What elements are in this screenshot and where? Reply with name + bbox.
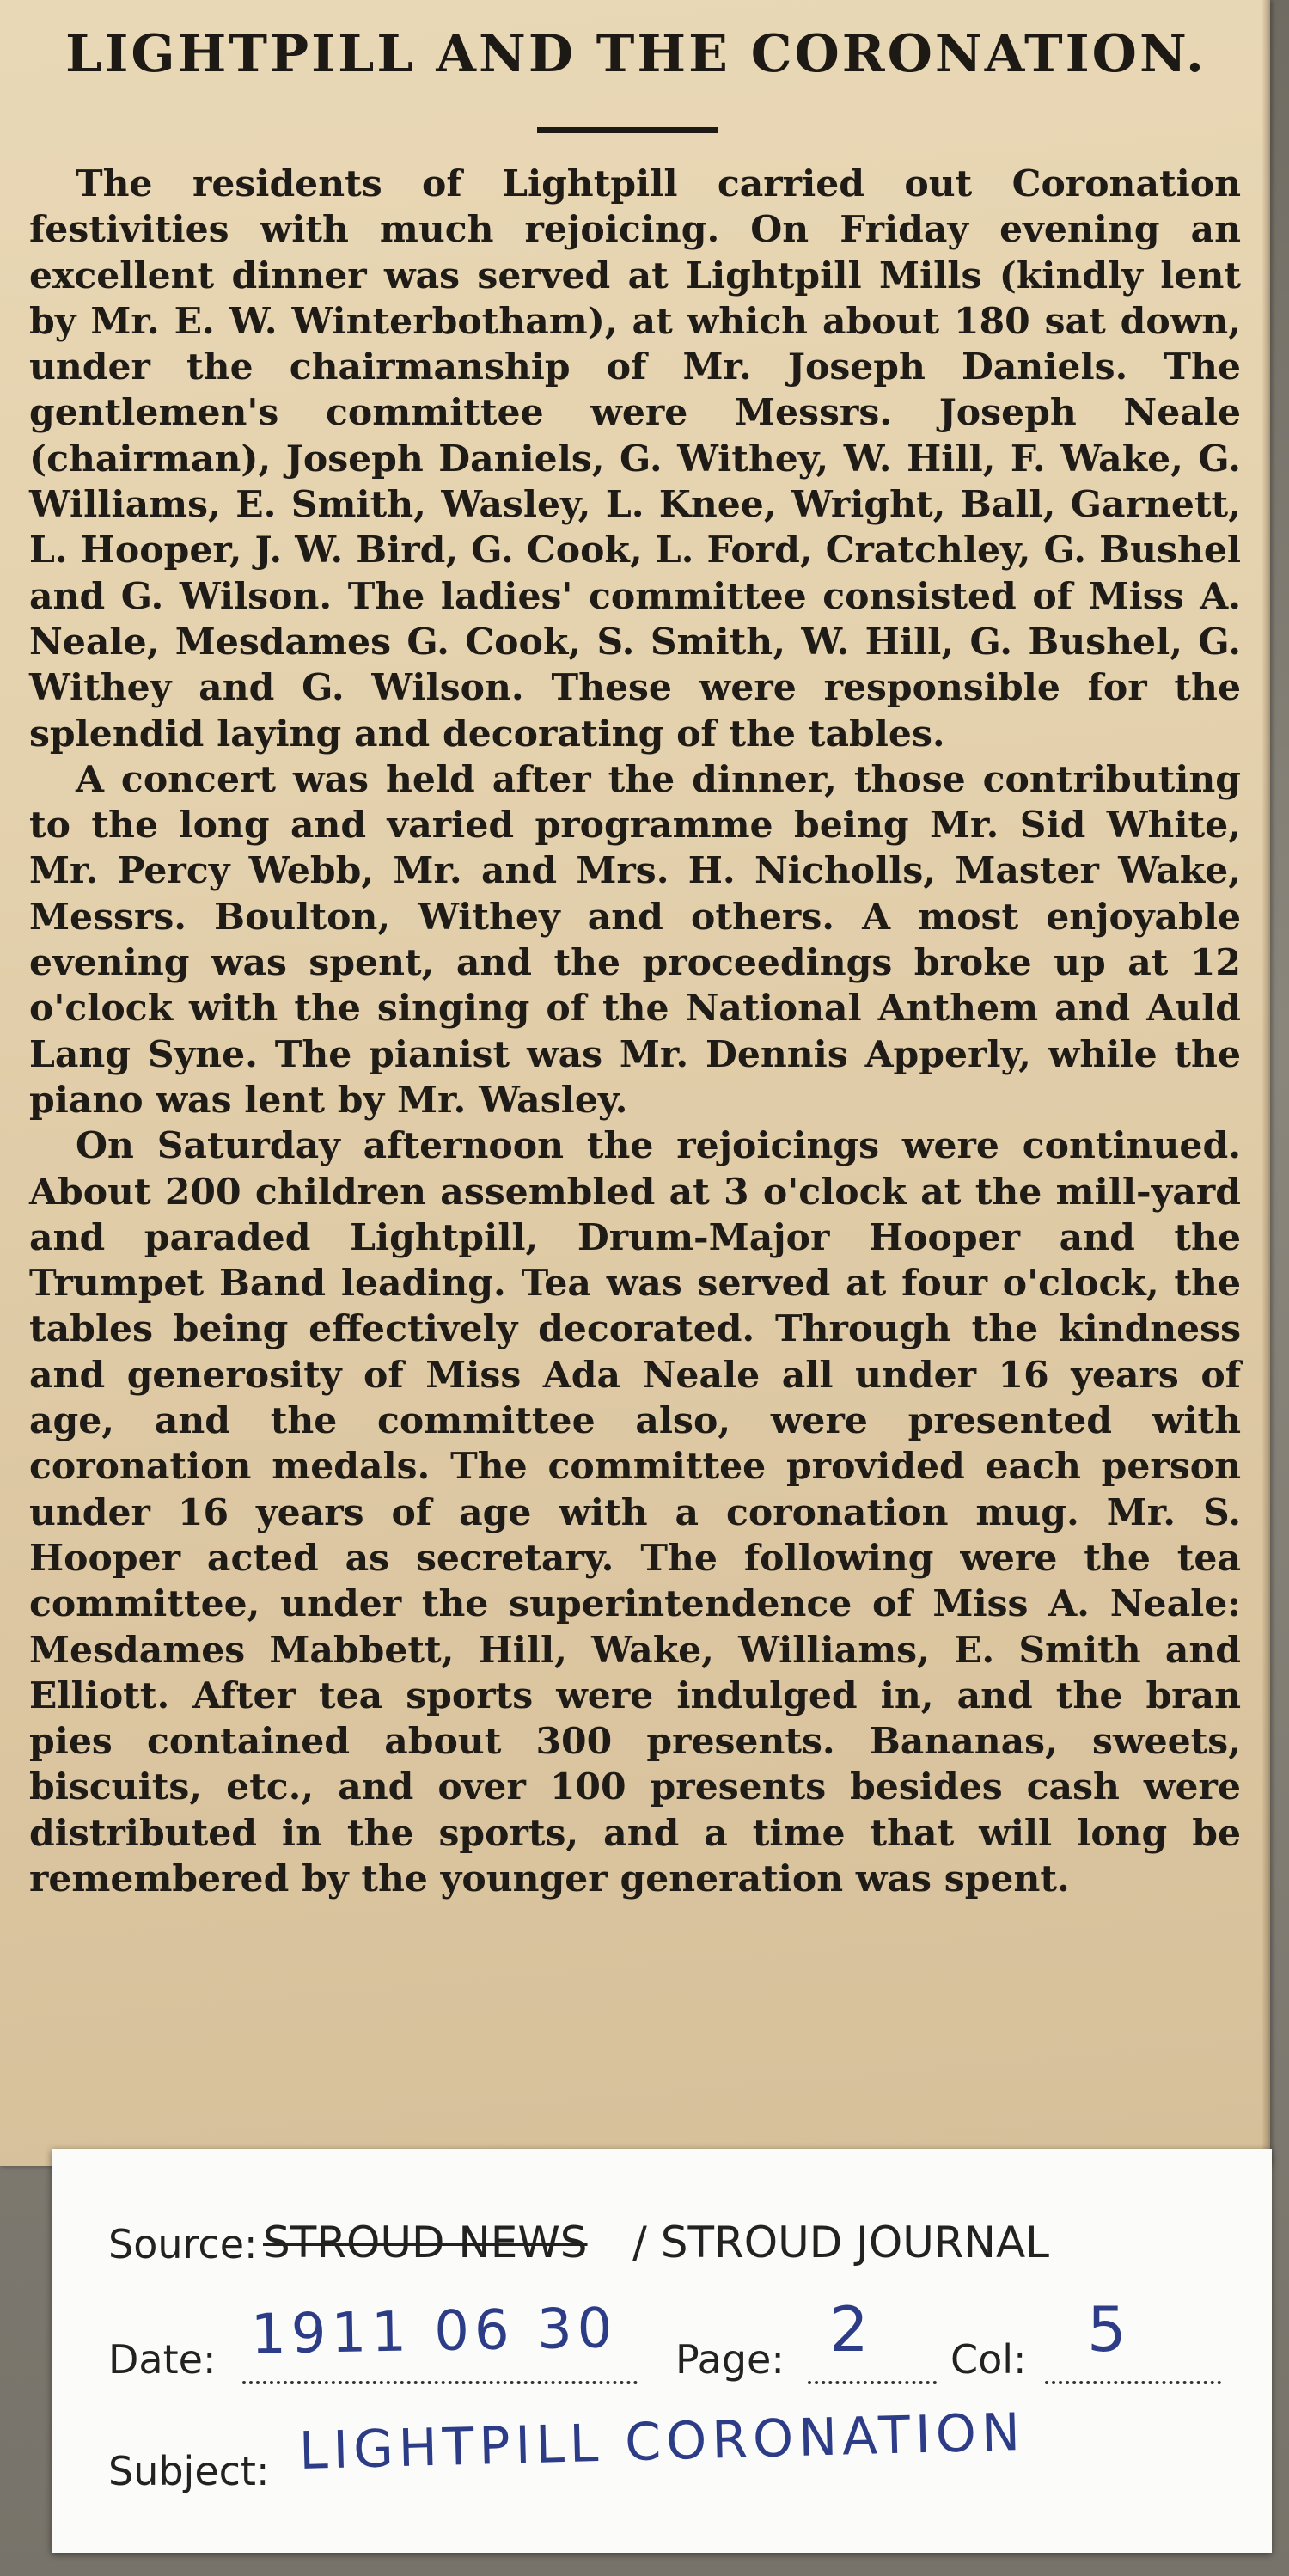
headline-rule (537, 127, 718, 133)
article-paragraph: A concert was held after the dinner, those contributing to the long and varied programme being Mr. Sid White, Mr. Percy Webb, Mr. and Mrs. H. Nicholls, Master Wake, Messrs. Boulton, Withey and others. A most enjoyable evening was spent, and the proceedings broke up at 12 o'clock with the singing of the National Anthem and Auld Lang Syne. The pianist was Mr. Dennis Apperly, while the piano was lent by Mr. Wasley. (29, 757, 1241, 1122)
date-handwritten: 1911 06 30 (250, 2297, 619, 2367)
archive-label-card (52, 2149, 1272, 2553)
col-label: Col: (950, 2336, 1027, 2383)
source-label: Source: (108, 2221, 258, 2267)
col-dotted-line (1045, 2381, 1221, 2384)
subject-label: Subject: (108, 2448, 270, 2494)
article-paragraph: On Saturday afternoon the rejoicings were continued. About 200 children assembled at 3 o'clock at the mill-yard and paraded Lightpill, Drum-Major Hooper and the Trumpet Band leading. Tea was served at four o'clock, the tables being effectively decorated. Through the kindness and generosity of Miss Ada Neale all under 16 years of age, and the committee also, were presented with coronation medals. The committee provided each person under 16 years of age with a coronation mug. Mr. S. Hooper acted as secretary. The following were the tea committee, under the superintendence of Miss A. Neale: Mesdames Mabbett, Hill, Wake, Williams, E. Smith and Elliott. After tea sports were indulged in, and the bran pies contained about 300 presents. Bananas, sweets, biscuits, etc., and over 100 presents besides cash were distributed in the sports, and a time that will long be remembered by the younger generation was spent. (29, 1124, 1241, 1900)
page-dotted-line (808, 2381, 937, 2384)
article-headline: LIGHTPILL AND THE CORONATION. (65, 24, 1207, 84)
source-crossed-out: STROUD NEWS (263, 2218, 588, 2267)
clipping-shadow-edge (1262, 0, 1270, 2166)
date-label: Date: (108, 2336, 217, 2383)
page-label: Page: (675, 2336, 785, 2383)
date-dotted-line (242, 2381, 638, 2384)
page-handwritten: 2 (829, 2293, 869, 2365)
subject-handwritten: LIGHTPILL CORONATION (298, 2402, 1026, 2482)
source-value: / STROUD JOURNAL (632, 2218, 1050, 2267)
article-body (29, 162, 1241, 1902)
article-paragraph: The residents of Lightpill carried out Coronation festivities with much rejoicing. On Friday evening an excellent dinner was served at Lightpill Mills (kindly lent by Mr. E. W. Winterbotham), at which about 180 sat down, under the chairmanship of Mr. Joseph Daniels. The gentlemen's committee were Messrs. Joseph Neale (chairman), Joseph Daniels, G. Withey, W. Hill, F. Wake, G. Williams, E. Smith, Wasley, L. Knee, Wright, Ball, Garnett, L. Hooper, J. W. Bird, G. Cook, L. Ford, Cratchley, G. Bushel and G. Wilson. The ladies' committee consisted of Miss A. Neale, Mesdames G. Cook, S. Smith, W. Hill, G. Bushel, G. Withey and G. Wilson. These were responsible for the splendid laying and decorating of the tables. (29, 162, 1241, 756)
col-handwritten: 5 (1087, 2293, 1127, 2365)
